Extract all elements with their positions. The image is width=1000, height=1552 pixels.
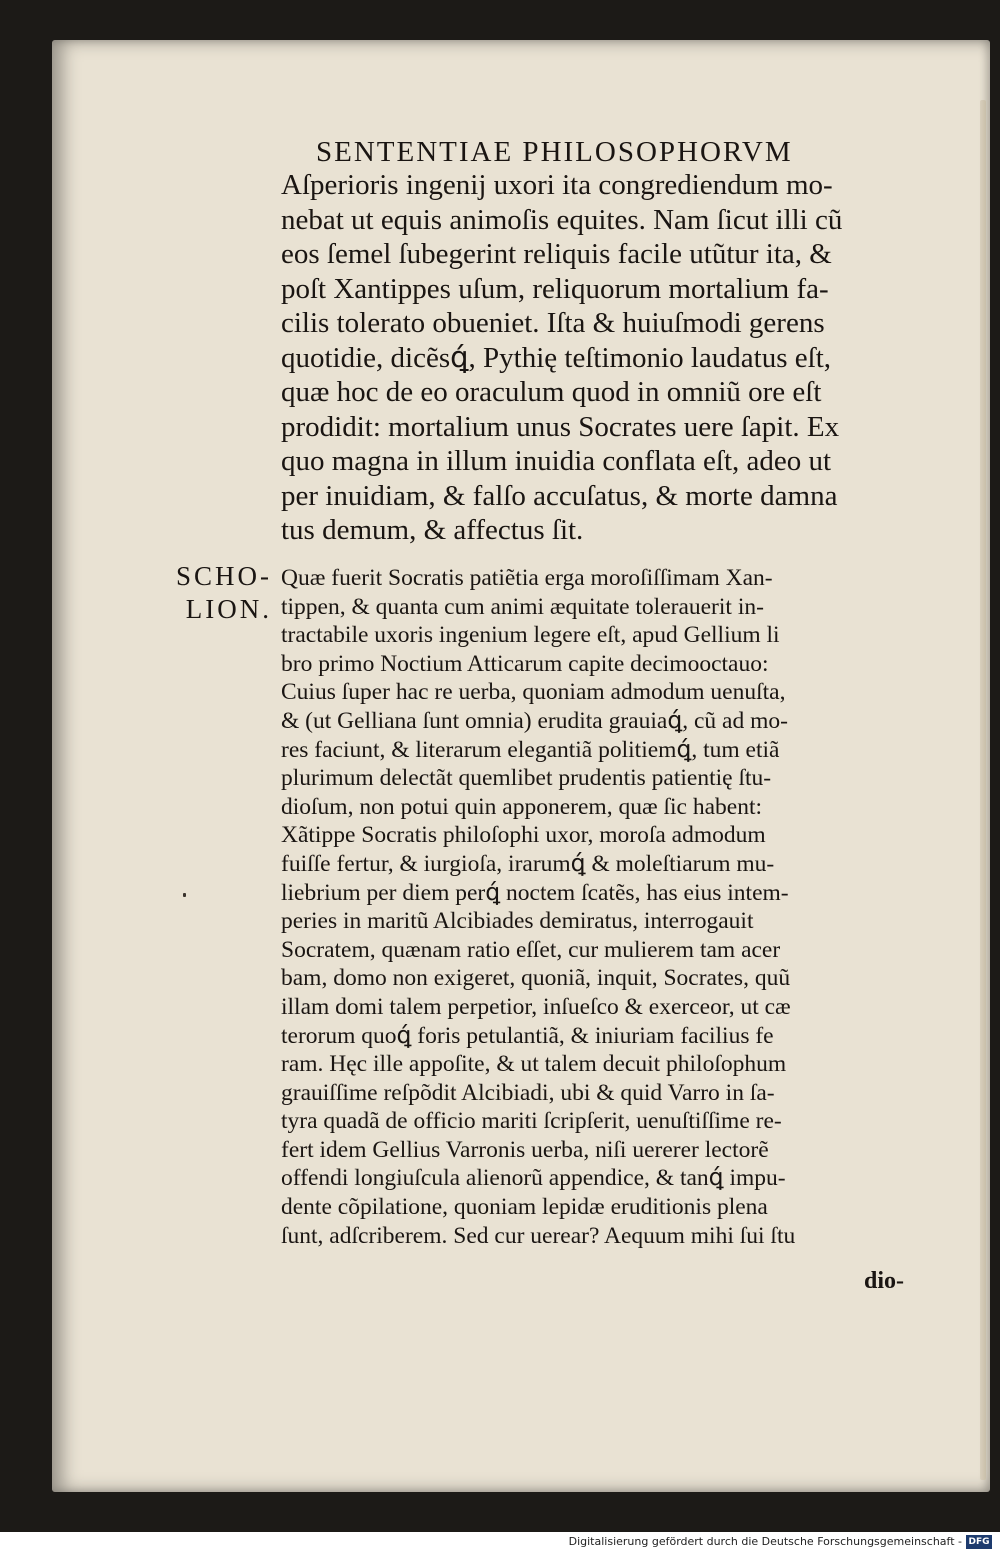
text-line: Aſperioris ingenij uxori ita congrediendum mo- <box>281 169 833 201</box>
text-line: poſt Xantippes uſum, reliquorum mortalium fa- <box>281 272 829 305</box>
text-line: plurimum delectãt quemlibet prudentis patientię ſtu- <box>281 765 772 792</box>
main-paragraph <box>281 168 921 548</box>
text-line: ſunt, adſcriberem. Sed cur uerear? Aequum mihi ſui ſtu <box>281 1222 796 1249</box>
text-line: per inuidiam, & falſo accuſatus, & morte damna <box>281 479 838 512</box>
text-line: terorum quoꝗ́ foris petulantiã, & iniuriam facilius fe <box>281 1022 774 1049</box>
text-line: quæ hoc de eo oraculum quod in omniũ ore eſt <box>281 376 822 408</box>
text-line: dente cõpilatione, quoniam lepidæ eruditionis plena <box>281 1194 768 1221</box>
text-line: Quæ fuerit Socratis patiẽtia erga moroſiſſimam Xan- <box>281 565 773 591</box>
text-line: quotidie, dicẽsꝗ́, Pythię teſtimonio laudatus eſt, <box>281 341 831 374</box>
text-line: dioſum, non potui quin apponerem, quæ ſic habent: <box>281 793 763 820</box>
digitization-footer <box>0 1532 1000 1552</box>
text-line: tractabile uxoris ingenium legere eſt, apud Gellium li <box>281 622 780 649</box>
dfg-logo: DFG <box>966 1535 992 1549</box>
text-line: Xãtippe Socratis philoſophi uxor, moroſa admodum <box>281 822 766 849</box>
text-line: offendi longiuſcula alienorũ appendice, & tanꝗ́ impu- <box>281 1165 786 1192</box>
text-line: liebrium per diem perꝗ́ noctem ſcatẽs, has eius intem- <box>281 879 789 906</box>
ink-speck <box>183 893 186 897</box>
marginal-note-line: LION. <box>185 594 272 624</box>
text-line: tus demum, & affectus ſit. <box>281 514 584 546</box>
text-line: bro primo Noctium Atticarum capite decimooctauo: <box>281 650 769 677</box>
marginal-note-line: SCHO- <box>175 561 272 591</box>
funding-credit: Digitalisierung gefördert durch die Deutsche Forschungsgemeinschaft - <box>568 1535 962 1548</box>
text-line: prodidit: mortalium unus Socrates uere ſapit. Ex <box>281 410 840 443</box>
text-line: illam domi talem perpetior, inſueſco & exerceor, ut cæ <box>281 993 791 1020</box>
text-line: eos ſemel ſubegerint reliquis facile utũtur ita, & <box>281 238 832 270</box>
text-line: fert idem Gellius Varronis uerba, niſi uererer lectorẽ <box>281 1136 769 1163</box>
text-line: tyra quadã de officio mariti ſcripſerit, uenuſtiſſime re- <box>281 1108 782 1135</box>
text-line: quo magna in illum inuidia conflata eſt, adeo ut <box>281 445 832 477</box>
text-line: cilis tolerato obueniet. Iſta & huiuſmodi gerens <box>281 307 825 339</box>
text-line: grauiſſime reſpõdit Alcibiadi, ubi & quid Varro in ſa- <box>281 1079 775 1106</box>
text-line: bam, domo non exigeret, quoniã, inquit, Socrates, quũ <box>281 965 791 992</box>
scholion-paragraph <box>281 564 921 1250</box>
text-line: Cuius ſuper hac re uerba, quoniam admodum uenuſta, <box>281 679 786 706</box>
running-head: SENTENTIAE PHILOSOPHORVM <box>316 136 793 168</box>
text-line: tippen, & quanta cum animi æquitate tolerauerit in- <box>281 593 764 620</box>
marginal-note <box>160 560 272 626</box>
text-line: nebat ut equis animoſis equites. Nam ſicut illi cũ <box>281 203 843 236</box>
text-line: & (ut Gelliana ſunt omnia) erudita grauiaꝗ́, cũ ad mo- <box>281 707 788 734</box>
catchword: dio- <box>864 1268 905 1294</box>
text-line: res faciunt, & literarum elegantiã politiemꝗ́, tum etiã <box>281 736 780 763</box>
text-line: ram. Hęc ille appoſite, & ut talem decuit philoſophum <box>281 1051 787 1078</box>
page-edge <box>980 100 986 1480</box>
text-line: fuiſſe fertur, & iurgioſa, irarumꝗ́ & moleſtiarum mu- <box>281 850 775 877</box>
text-line: peries in maritũ Alcibiades demiratus, interrogauit <box>281 908 754 935</box>
text-line: Socratem, quænam ratio eſſet, cur mulierem tam acer <box>281 936 781 963</box>
